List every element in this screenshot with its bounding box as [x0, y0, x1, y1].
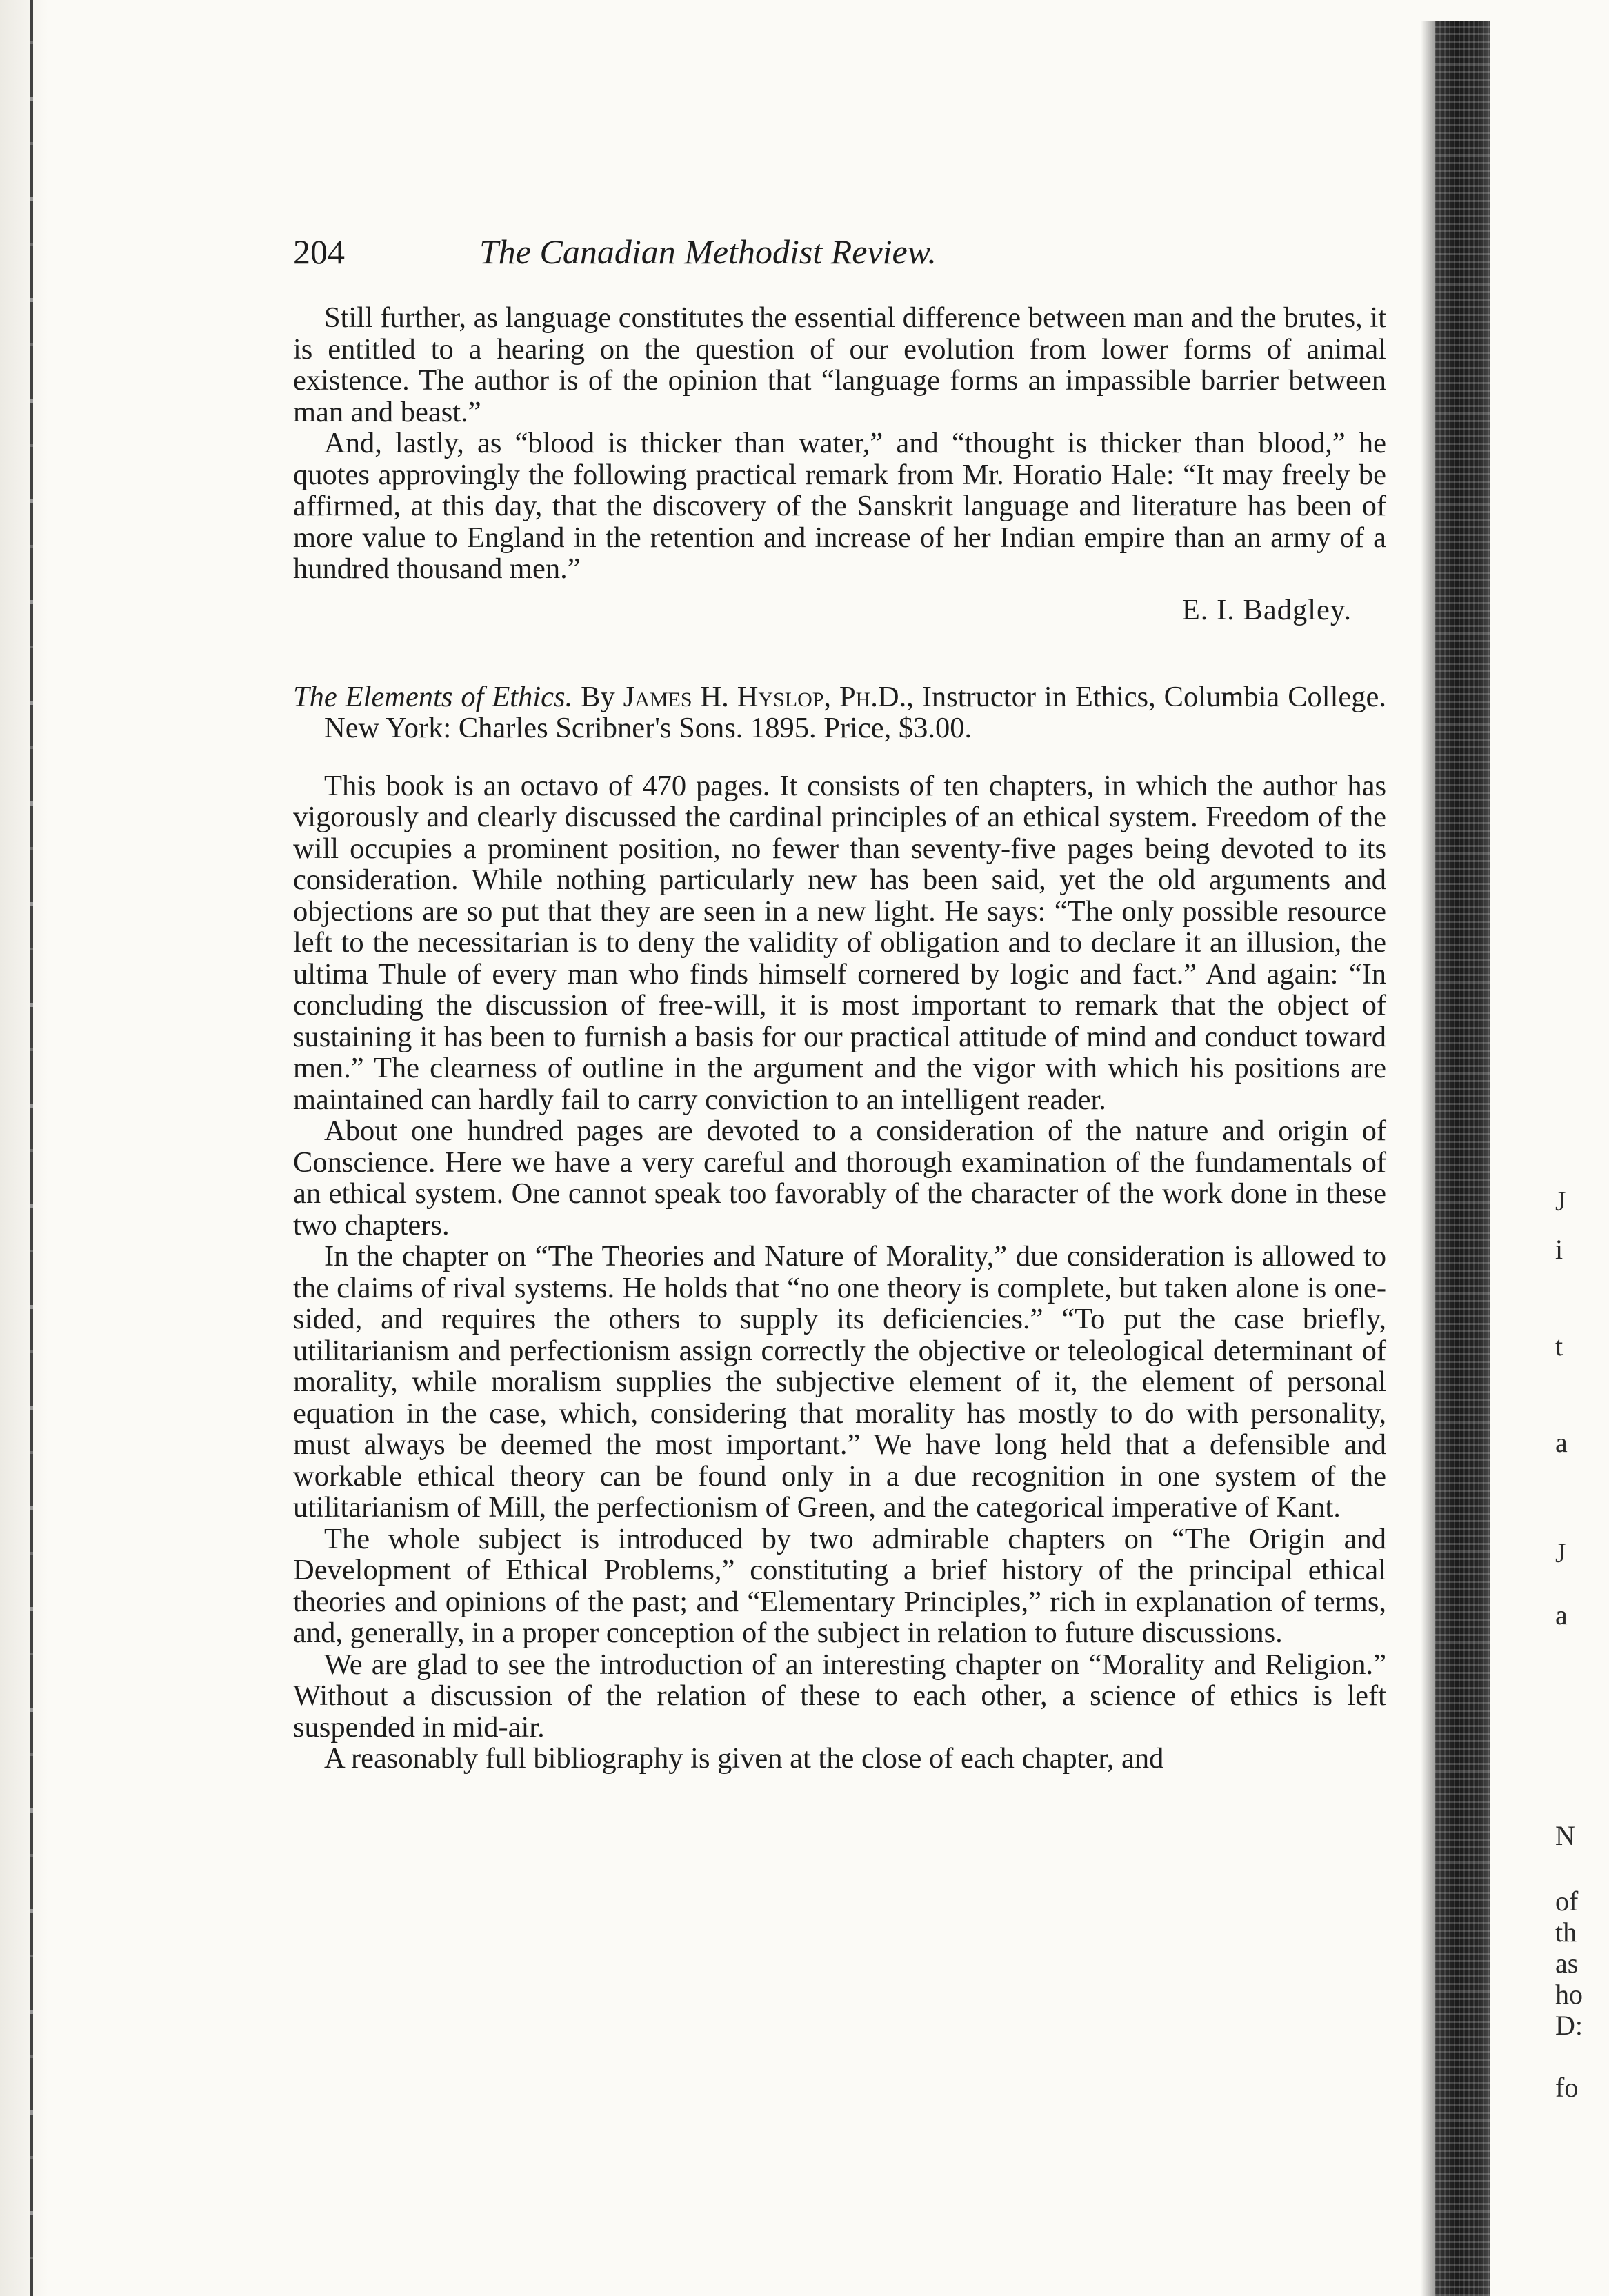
margin-fragment: J — [1555, 1537, 1566, 1568]
margin-fragment: a — [1555, 1427, 1568, 1458]
running-head — [293, 228, 1386, 276]
page-number: 204 — [293, 232, 345, 271]
margin-fragment: of — [1555, 1886, 1579, 1917]
review-one-paragraph-1: Still further, as language constitutes the essential difference between man and the brutes, it is entitled to a hearing on the question of our evolution from lower forms of animal existence. The author is of the opinion that “language forms an impassible barrier between man and beast.” — [293, 301, 1387, 428]
book-details: Instructor in Ethics, Columbia College. New York: Charles Scribner's Sons. 1895. Price, $3.00. — [324, 680, 1387, 744]
page-binding-edge — [0, 0, 48, 2296]
book-gutter — [1435, 21, 1490, 2296]
review-one-paragraph-2: And, lastly, as “blood is thicker than water,” and “thought is thicker than blood,” he quotes approvingly the following practical remark from Mr. Horatio Hale: “It may freely be affirmed, at this day, that the discovery of the Sanskrit language and literature has been of more value to England in the retention and increase of her Indian empire than an army of a hundred thousand men.” — [293, 427, 1386, 585]
margin-fragment: i — [1555, 1234, 1563, 1265]
binding-rule — [30, 0, 33, 2296]
review-two-paragraph-5: We are glad to see the introduction of an interesting chapter on “Morality and Religion.” Without a discussion of the relation of these to each other, a science of ethics is left suspended in mid-air. — [293, 1648, 1386, 1744]
review-two-paragraph-2: About one hundred pages are devoted to a consideration of the nature and origin of Conscience. Here we have a very careful and thorough examination of the fundamentals of an ethical system. One cannot speak too favorably of the character of the work done in these two chapters. — [293, 1115, 1386, 1241]
review-two-paragraph-4: The whole subject is introduced by two admirable chapters on “The Origin and Development of Ethical Problems,” constituting a brief history of the principal ethical theories and opinions of the past; and “Elementary Principles,” rich in explanation of terms, and, generally, in a proper conception of the subject in relation to future discussions. — [293, 1522, 1386, 1649]
journal-title: The Canadian Methodist Review. — [479, 232, 937, 271]
margin-fragment: a — [1555, 1599, 1568, 1630]
margin-fragment: fo — [1555, 2072, 1579, 2103]
margin-fragment: th — [1555, 1917, 1577, 1948]
page-text-column — [293, 228, 1386, 1775]
reviewer-signature: E. I. Badgley. — [1181, 593, 1352, 626]
margin-fragment: D: — [1555, 2010, 1583, 2041]
book-title: The Elements of Ethics. — [293, 680, 573, 713]
review-two-paragraph-1: This book is an octavo of 470 pages. It consists of ten chapters, in which the author has vigorously and clearly discussed the cardinal principles of an ethical system. Freedom of the will occupies a prominent position, no fewer than seventy-five pages being devoted to its consideration. While nothing particularly new has been said, yet the old arguments and objections are so put that they are seen in a new light. He says: “The only possible resource left to the necessitarian is to deny the validity of obligation and to declare it an illusion, the ultima Thule of every man who finds himself cornered by logic and fact.” And again: “In concluding the discussion of free-will, it is most important to remark that the object of sustaining it has been to furnish a basis for our practical attitude of mind and conduct toward men.” The clearness of outline in the argument and the vigor with which his positions are maintained can hardly fail to carry conviction to an intelligent reader. — [293, 769, 1386, 1116]
margin-fragment: J — [1555, 1186, 1566, 1217]
review-two-body — [293, 770, 1386, 1775]
book-by: By — [581, 680, 615, 713]
margin-fragment: t — [1555, 1330, 1563, 1361]
review-two-paragraph-3: In the chapter on “The Theories and Nature of Morality,” due consideration is allowed to the claims of rival systems. He holds that “no one theory is complete, but taken alone is one-sided, and requires the others to supply its deficiencies.” “To put the case briefly, utilitarianism and perfectionism assign correctly the objective or teleological determinant of morality, while moralism supplies the subjective element of it, the element of personal equation in the case, which, considering that morality has mostly to do with personality, must always be deemed the most important.” We have long held that a defensible and workable ethical theory can be found only in a due recognition in one system of the utilitarianism of Mill, the perfectionism of Green, and the categorical imperative of Kant. — [293, 1240, 1386, 1524]
review-one — [293, 302, 1386, 626]
book-citation — [293, 681, 1386, 744]
book-author: James H. Hyslop, Ph.D., — [623, 680, 914, 713]
review-two-paragraph-6: A reasonably full bibliography is given at the close of each chapter, and — [324, 1742, 1164, 1775]
margin-fragment: as — [1555, 1948, 1579, 1979]
margin-fragment: N — [1555, 1820, 1575, 1851]
margin-fragment: ho — [1555, 1979, 1583, 2010]
